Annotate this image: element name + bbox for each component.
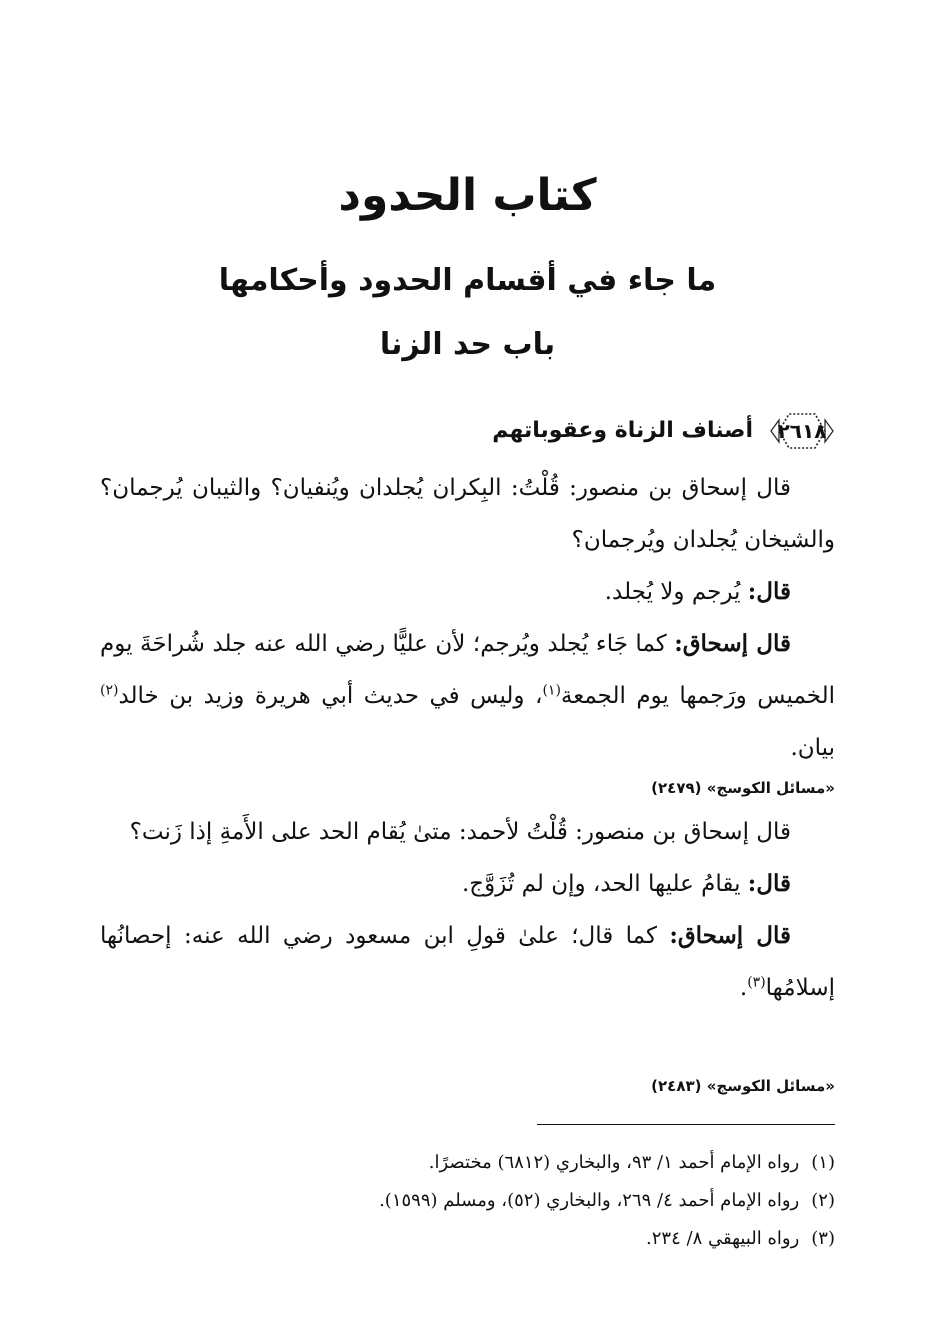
footnote-ref-2: (٢) [100,682,119,699]
ishaq-text-continued: ، وليس في حديث أبي هريرة وزيد بن خالد [118,683,543,709]
ishaq-speaker: قال إسحاق: [669,922,792,949]
footnote-text: رواه البيهقي ٨/ ٢٣٤. [646,1228,800,1249]
ishaq-paragraph [100,618,835,774]
ishaq-text: كما جَاء يُجلد ويُرجم؛ لأن عليًّا رضي الله عنه جلد شُراحَةَ يوم الخميس ورَجمها يوم الجمعة [100,631,835,709]
footnote-number: (١) [811,1152,835,1173]
entry-number-badge [769,410,835,452]
answer-speaker: قال: [747,870,791,897]
footnote-number: (٣) [811,1228,835,1249]
footnotes [100,1144,835,1258]
footnote-divider [537,1124,835,1125]
footnote [100,1144,835,1182]
ishaq-paragraph [100,910,835,1014]
source-citation: «مسائل الكوسج» (٢٤٨٣) [651,1077,835,1095]
passage-2 [100,806,835,1014]
chapter-title: باب حد الزنا [379,327,556,362]
answer-text: يُرجم ولا يُجلد. [604,579,741,605]
section-title: ما جاء في أقسام الحدود وأحكامها [218,263,717,298]
ishaq-text: كما قال؛ علىٰ قولِ ابن مسعود رضي الله عنه: إحصانُها إسلامُها [100,923,835,1001]
footnote [100,1220,835,1258]
footnote-ref-3: (٣) [747,974,766,991]
ishaq-text-end: . [739,975,748,1001]
entry-heading [492,408,835,454]
footnote-ref-1: (١) [542,682,561,699]
question-paragraph [100,462,835,566]
entry-number: ٢٦١٨ [777,419,827,443]
ishaq-speaker: قال إسحاق: [674,630,791,657]
answer-speaker: قال: [747,578,791,605]
footnote-text: رواه الإمام أحمد ٤/ ٢٦٩، والبخاري (٥٢)، ومسلم (١٥٩٩). [379,1190,800,1211]
footnote-text: رواه الإمام أحمد ١/ ٩٣، والبخاري (٦٨١٢) مختصرًا. [428,1152,800,1173]
source-citation: «مسائل الكوسج» (٢٤٧٩) [651,779,835,797]
book-page [100,0,835,1341]
question-text: قال إسحاق بن منصور: قُلْتُ: البِكران يُجلدان ويُنفيان؟ والثيبان يُرجمان؟ والشيخان يُجلدان ويُرجمان؟ [100,475,835,553]
passage-1 [100,462,835,774]
answer-text: يقامُ عليها الحد، وإن لم تُزَوَّج. [461,871,741,897]
question-paragraph [100,806,835,858]
answer-paragraph [100,858,835,910]
footnote [100,1182,835,1220]
question-text: قال إسحاق بن منصور: قُلْتُ لأحمد: متىٰ يُقام الحد على الأَمةِ إذا زَنت؟ [129,819,791,845]
entry-title: أصناف الزناة وعقوباتهم [492,418,753,443]
footnote-number: (٢) [811,1190,835,1211]
book-title: كتاب الحدود [338,170,597,221]
answer-paragraph [100,566,835,618]
ishaq-text-end: بيان. [790,735,835,761]
